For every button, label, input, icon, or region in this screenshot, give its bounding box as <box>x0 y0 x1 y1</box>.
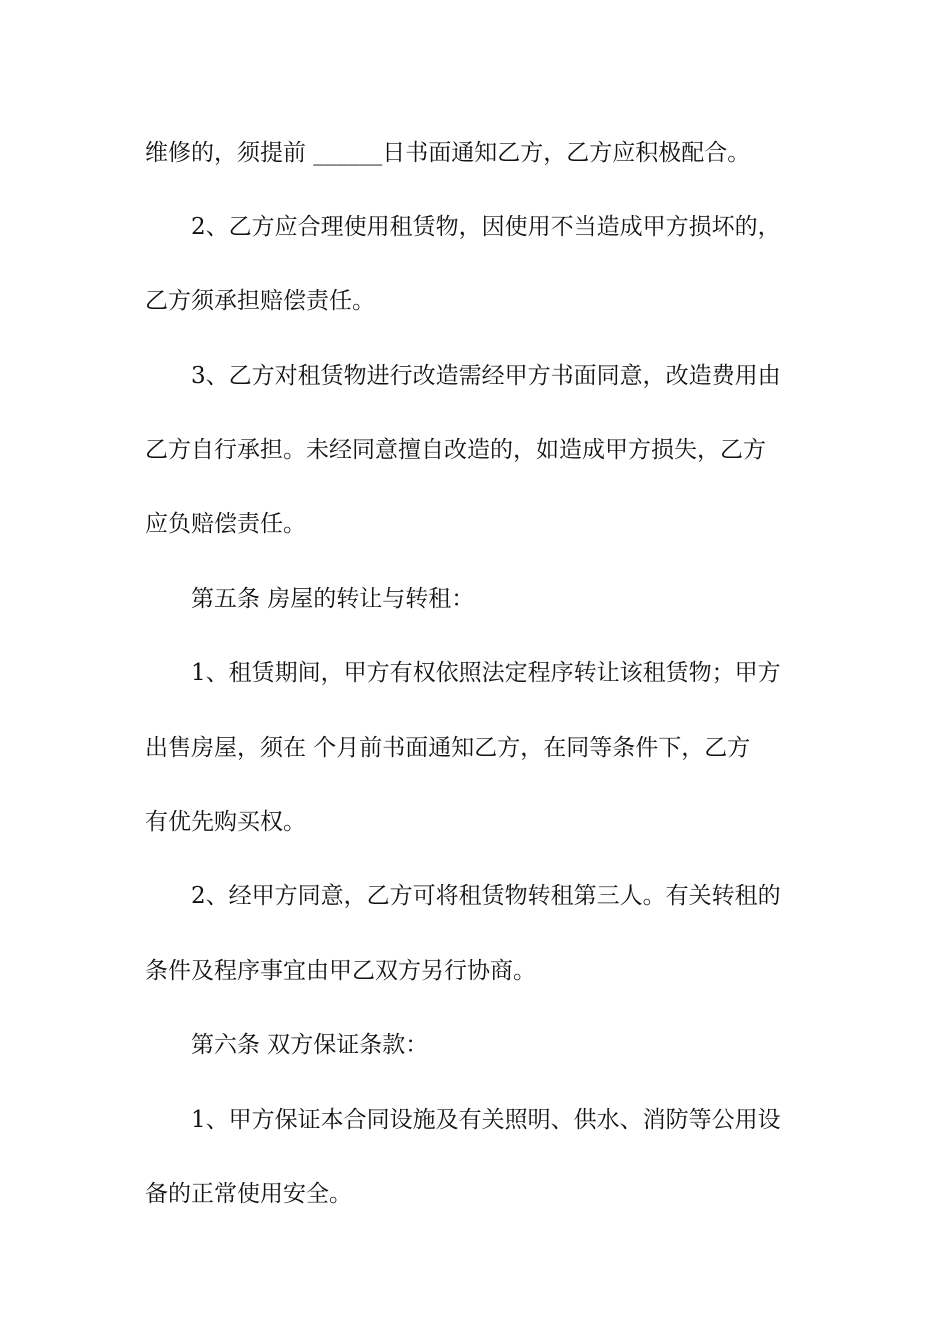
text-line: 乙方自行承担。未经同意擅自改造的，如造成甲方损失，乙方 <box>145 437 766 463</box>
text-line: 条件及程序事宜由甲乙双方另行协商。 <box>145 958 536 984</box>
text-line: 1、甲方保证本合同设施及有关照明、供水、消防等公用设 <box>191 1107 781 1133</box>
text-line: 备的正常使用安全。 <box>145 1181 352 1207</box>
text-line: 2、经甲方同意，乙方可将租赁物转租第三人。有关转租的 <box>191 883 781 909</box>
text-line: 乙方须承担赔偿责任。 <box>145 288 375 314</box>
text-line: 出售房屋，须在 个月前书面通知乙方，在同等条件下，乙方 <box>145 735 751 761</box>
text-line: 有优先购买权。 <box>145 809 306 835</box>
section-heading: 第六条 双方保证条款： <box>191 1032 429 1058</box>
text-line: 3、乙方对租赁物进行改造需经甲方书面同意，改造费用由 <box>191 363 781 389</box>
section-heading: 第五条 房屋的转让与转租： <box>191 586 475 612</box>
text-line: 1、租赁期间，甲方有权依照法定程序转让该租赁物；甲方 <box>191 660 781 686</box>
text-line: 维修的，须提前 ______日书面通知乙方，乙方应积极配合。 <box>145 140 751 166</box>
text-line: 2、乙方应合理使用租赁物，因使用不当造成甲方损坏的， <box>191 214 781 240</box>
text-line: 应负赔偿责任。 <box>145 511 306 537</box>
